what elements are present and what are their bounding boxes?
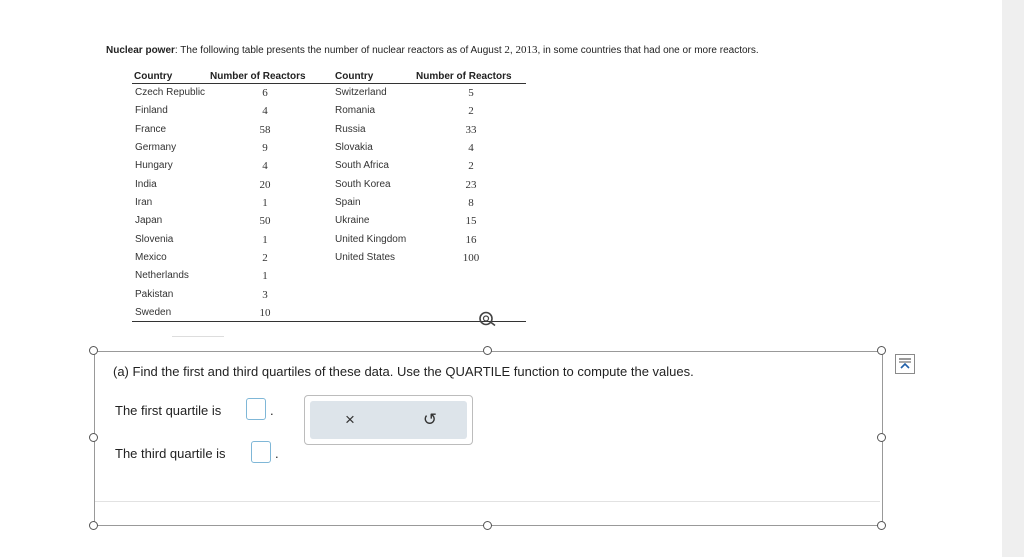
table-cell-reactors: 2 <box>468 160 474 172</box>
undo-button[interactable] <box>410 401 450 439</box>
table-cell-reactors: 2 <box>468 105 474 117</box>
table-cell-country: Germany <box>135 142 177 153</box>
table-cell-reactors: 33 <box>465 124 477 136</box>
table-cell-country: Ukraine <box>335 215 370 226</box>
question-part-a: (a) Find the first and third quartiles of these data. Use the QUARTILE function to compute the values. <box>113 364 694 379</box>
table-cell-reactors: 100 <box>462 252 480 264</box>
table-cell-country: Spain <box>335 197 361 208</box>
table-cell-country: France <box>135 124 167 135</box>
resize-handle[interactable] <box>877 346 886 355</box>
table-cell-reactors: 1 <box>262 234 268 246</box>
problem-text-2: , in some countries that had one or more reactors. <box>537 45 759 56</box>
table-cell-reactors: 2 <box>262 252 268 264</box>
problem-day: 2 <box>504 44 510 56</box>
table-bottom-rule <box>132 321 526 322</box>
table-cell-reactors: 23 <box>465 179 477 191</box>
faint-divider <box>172 336 224 337</box>
problem-statement <box>106 44 759 56</box>
resize-handle[interactable] <box>89 346 98 355</box>
table-cell-country: South Korea <box>335 179 391 190</box>
table-cell-country: India <box>135 179 157 190</box>
third-quartile-period: . <box>275 446 279 461</box>
expand-panel-icon[interactable] <box>895 354 915 374</box>
table-cell-country: Pakistan <box>135 289 174 300</box>
table-cell-reactors: 9 <box>262 142 268 154</box>
resize-handle[interactable] <box>483 521 492 530</box>
table-cell-reactors: 4 <box>262 160 268 172</box>
problem-text-1: : The following table presents the number of nuclear reactors as of August <box>174 45 505 56</box>
third-quartile-input[interactable] <box>251 441 271 463</box>
resize-handle[interactable] <box>89 433 98 442</box>
table-header-rule <box>132 83 526 84</box>
undo-icon: ↺ <box>422 410 438 429</box>
table-cell-country: United States <box>335 252 396 263</box>
table-cell-country: Sweden <box>135 307 172 318</box>
table-cell-reactors: 16 <box>465 234 477 246</box>
answer-toolbar-inner <box>310 401 467 439</box>
table-cell-reactors: 58 <box>259 124 271 136</box>
magnify-icon[interactable] <box>478 311 498 327</box>
header-country-right: Country <box>335 71 374 82</box>
table-cell-reactors: 50 <box>259 215 271 227</box>
table-cell-country: Romania <box>335 105 376 116</box>
third-quartile-label: The third quartile is <box>115 446 226 461</box>
table-cell-reactors: 1 <box>262 270 268 282</box>
table-cell-reactors: 4 <box>468 142 474 154</box>
first-quartile-period: . <box>270 403 274 418</box>
table-cell-reactors: 20 <box>259 179 271 191</box>
table-cell-reactors: 3 <box>262 289 268 301</box>
table-cell-country: Slovenia <box>135 234 174 245</box>
header-country-left: Country <box>134 71 173 82</box>
table-cell-country: Netherlands <box>135 270 189 281</box>
right-gutter <box>1002 0 1024 557</box>
answer-toolbar <box>304 395 473 445</box>
clear-button[interactable] <box>330 401 370 439</box>
table-cell-reactors: 4 <box>262 105 268 117</box>
table-cell-country: Finland <box>135 105 168 116</box>
table-cell-country: Iran <box>135 197 153 208</box>
table-cell-reactors: 15 <box>465 215 477 227</box>
table-cell-country: Hungary <box>135 160 173 171</box>
table-cell-reactors: 10 <box>259 307 271 319</box>
problem-comma: , <box>509 45 516 56</box>
resize-handle[interactable] <box>877 521 886 530</box>
problem-year: 2013 <box>515 44 538 56</box>
table-cell-reactors: 1 <box>262 197 268 209</box>
table-cell-country: Japan <box>135 215 163 226</box>
table-cell-country: Czech Republic <box>135 87 206 98</box>
table-cell-country: Mexico <box>135 252 167 263</box>
resize-handle[interactable] <box>483 346 492 355</box>
table-cell-reactors: 8 <box>468 197 474 209</box>
table-cell-country: Switzerland <box>335 87 387 98</box>
table-cell-country: United Kingdom <box>335 234 407 245</box>
table-cell-reactors: 5 <box>468 87 474 99</box>
table-cell-country: South Africa <box>335 160 389 171</box>
answer-frame-divider <box>95 501 880 502</box>
first-quartile-input[interactable] <box>246 398 266 420</box>
header-reactors-right: Number of Reactors <box>416 71 512 82</box>
problem-lead: Nuclear power <box>106 45 175 56</box>
table-cell-country: Russia <box>335 124 366 135</box>
first-quartile-label: The first quartile is <box>115 403 222 418</box>
header-reactors-left: Number of Reactors <box>210 71 306 82</box>
table-cell-reactors: 6 <box>262 87 268 99</box>
resize-handle[interactable] <box>89 521 98 530</box>
table-cell-country: Slovakia <box>335 142 373 153</box>
resize-handle[interactable] <box>877 433 886 442</box>
close-icon: × <box>345 410 355 429</box>
